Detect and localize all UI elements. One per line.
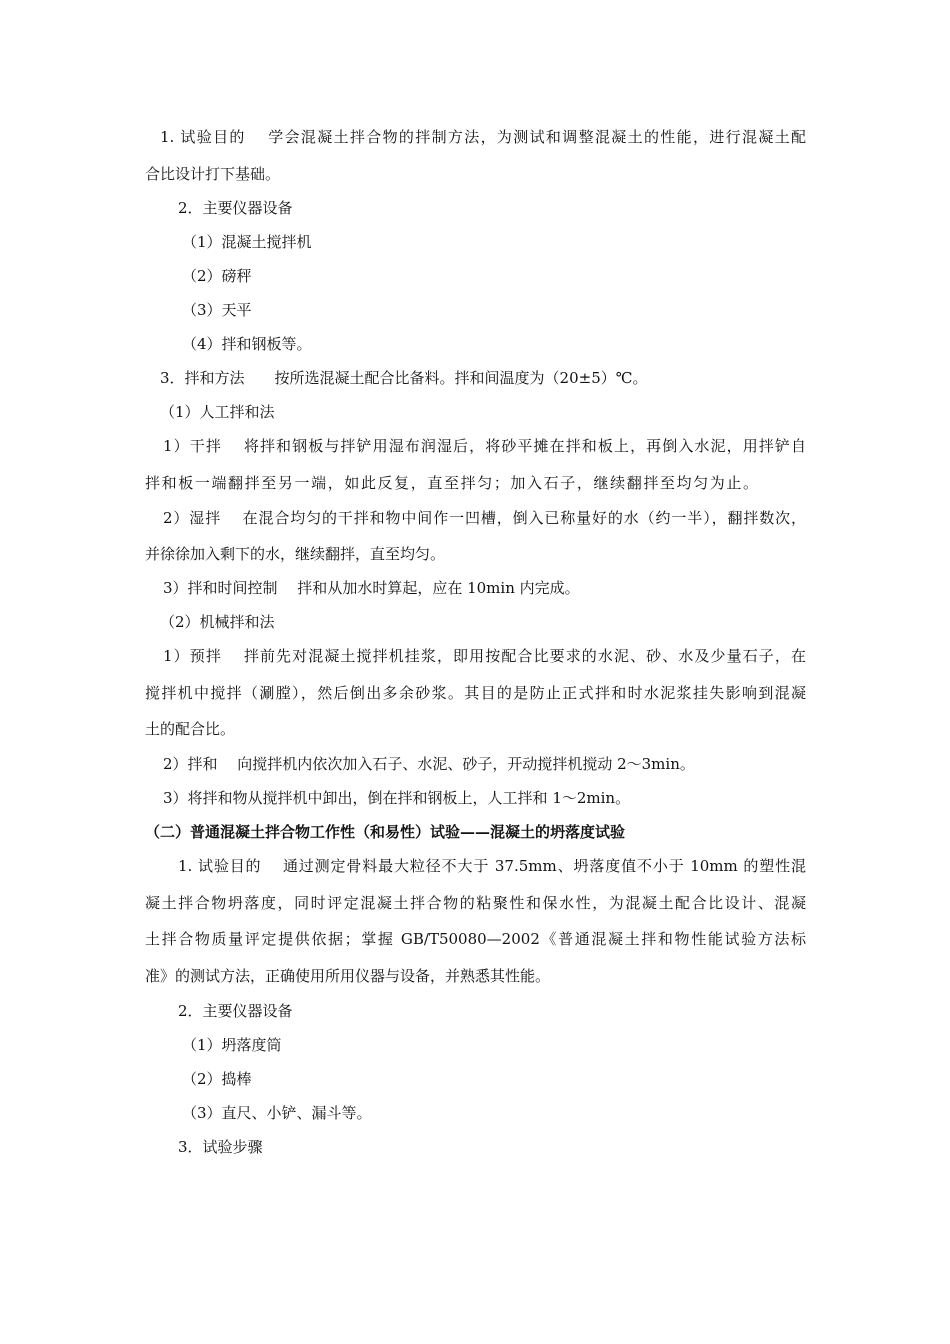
text-line: 土的配合比。: [145, 720, 236, 738]
text-line: 3．试验步骤: [178, 1138, 263, 1156]
text-line: 2．主要仪器设备: [178, 1002, 293, 1020]
text-line: 搅拌机中搅拌（涮膛），然后倒出多余砂浆。其目的是防止正式拌和时水泥浆挂失影响到混凝: [145, 684, 806, 702]
text-line: （3）天平: [182, 301, 252, 319]
section-heading: （二）普通混凝土拌合物工作性（和易性）试验——混凝土的坍落度试验: [145, 823, 626, 841]
text-line: 合比设计打下基础。: [145, 165, 281, 183]
text-line: （3）直尺、小铲、漏斗等。: [182, 1104, 372, 1122]
text-line: 2．主要仪器设备: [178, 199, 293, 217]
text-line: （1）人工拌和法: [160, 403, 275, 421]
text-line: 3）拌和时间控制 拌和从加水时算起，应在 10min 内完成。: [163, 579, 580, 597]
text-line: 3．拌和方法 按所选混凝土配合比备料。拌和间温度为（20±5）℃。: [160, 369, 648, 387]
text-line: （4）拌和钢板等。: [182, 335, 312, 353]
text-line: 1. 试验目的 学会混凝土拌合物的拌制方法，为测试和调整混凝土的性能，进行混凝土配: [160, 128, 806, 146]
text-line: 土拌合物质量评定提供依据；掌握 GB/T50080—2002《普通混凝土拌和物性能试验方法标: [145, 930, 806, 948]
text-line: 1）干拌 将拌和钢板与拌铲用湿布润湿后，将砂平摊在拌和板上，再倒入水泥，用拌铲自: [163, 437, 806, 455]
text-line: 准》的测试方法，正确使用所用仪器与设备，并熟悉其性能。: [145, 967, 551, 985]
text-line: （2）机械拌和法: [160, 613, 275, 631]
text-line: （2）磅秤: [182, 267, 252, 285]
text-line: 1）预拌 拌前先对混凝土搅拌机挂浆，即用按配合比要求的水泥、砂、水及少量石子，在: [163, 647, 806, 665]
text-line: （1）混凝土搅拌机: [182, 233, 312, 251]
text-line: 2）湿拌 在混合均匀的干拌和物中间作一凹槽，倒入已称量好的水（约一半），翻拌数次，: [163, 509, 806, 527]
text-line: 拌和板一端翻拌至另一端，如此反复，直至拌匀；加入石子，继续翻拌至均匀为止。: [145, 474, 758, 492]
text-line: 2）拌和 向搅拌机内依次加入石子、水泥、砂子，开动搅拌机搅动 2～3min。: [163, 755, 695, 773]
text-line: 并徐徐加入剩下的水，继续翻拌，直至均匀。: [145, 545, 446, 563]
text-line: （1）坍落度筒: [182, 1036, 282, 1054]
text-line: 1. 试验目的 通过测定骨料最大粒径不大于 37.5mm、坍落度值不小于 10mm 的塑性混: [178, 857, 806, 875]
text-line: 3）将拌和物从搅拌机中卸出，倒在拌和钢板上，人工拌和 1～2min。: [163, 789, 631, 807]
text-line: 凝土拌合物坍落度，同时评定混凝土拌合物的粘聚性和保水性，为混凝土配合比设计、混凝: [145, 894, 806, 912]
text-line: （2）捣棒: [182, 1070, 252, 1088]
